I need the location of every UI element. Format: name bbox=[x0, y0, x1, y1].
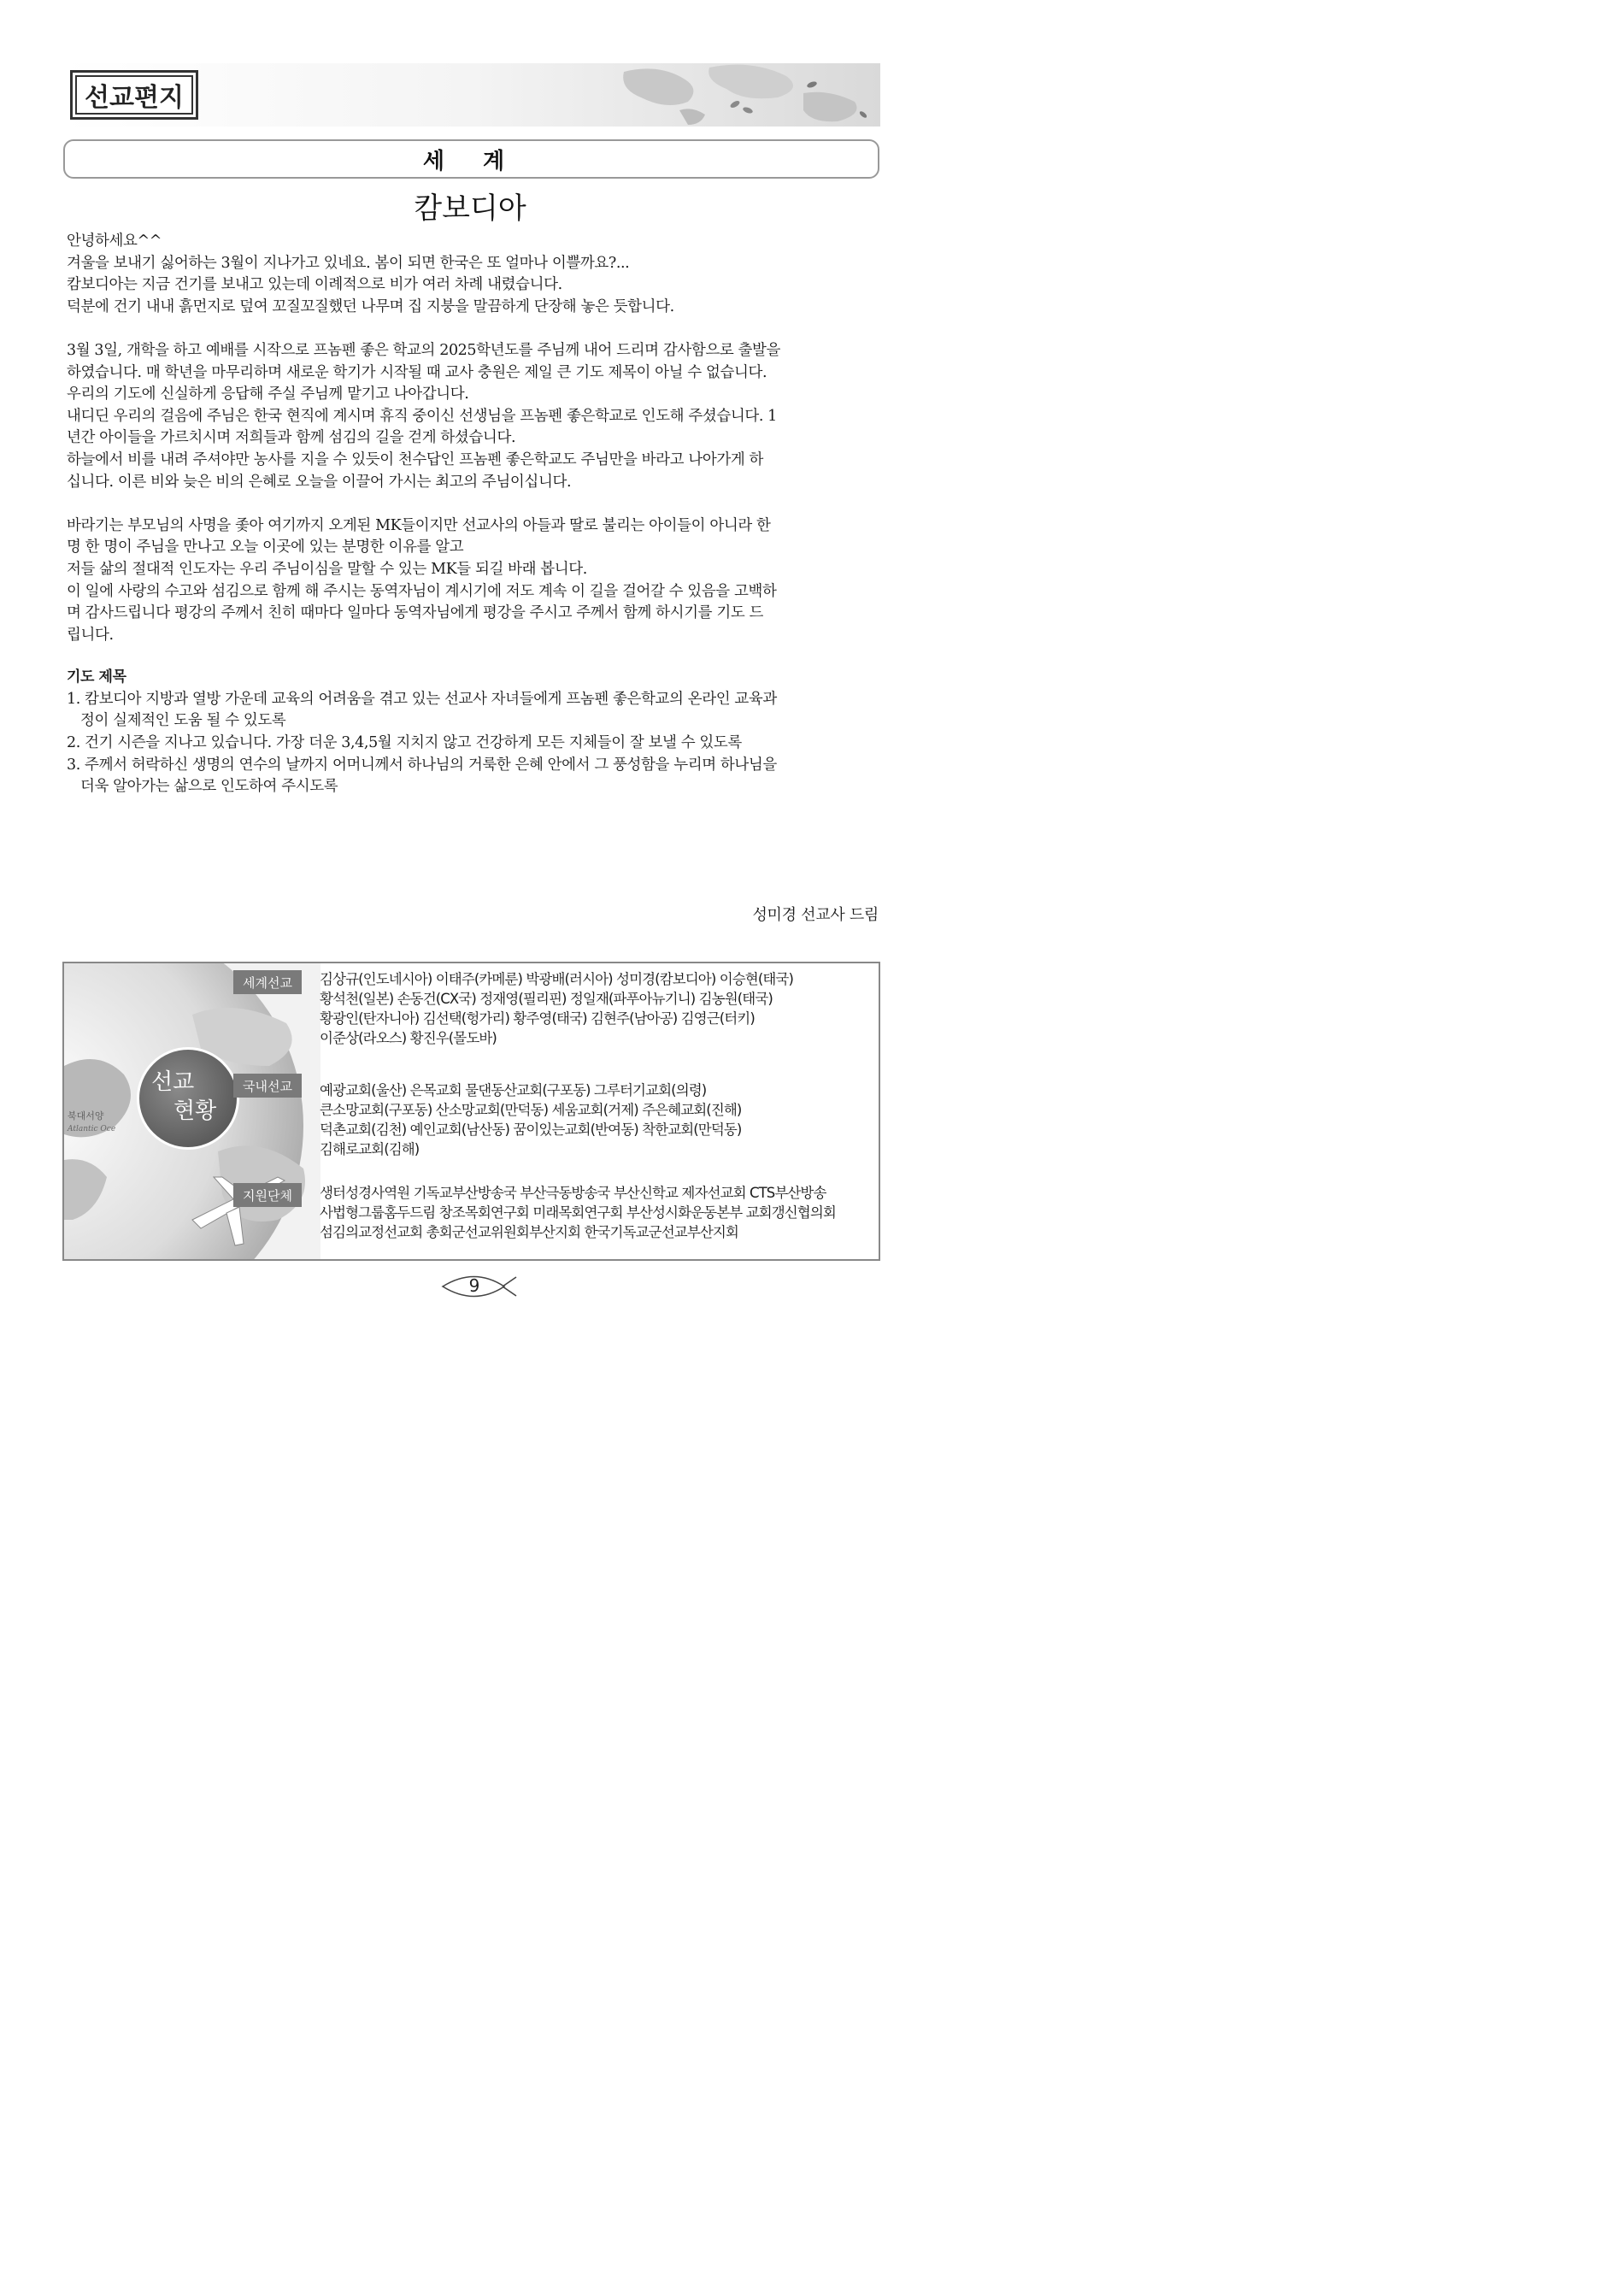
list-line: 섬김의교정선교회 총회군선교위원회부산지회 한국기독교군선교부산지회 bbox=[320, 1224, 738, 1240]
status-title-line1: 선교 bbox=[151, 1069, 195, 1095]
region-title: 세 계 bbox=[63, 139, 879, 179]
letter-line: 하였습니다. 매 학년을 마무리하며 새로운 학기가 시작될 때 교사 충원은 제일 큰 기도 제목이 아닐 수 없습니다. bbox=[67, 363, 767, 381]
letter-line: 우리의 기도에 신실하게 응답해 주실 주님께 맡기고 나아갑니다. bbox=[67, 386, 469, 403]
letter-line: 덕분에 건기 내내 흙먼지로 덮여 꼬질꼬질했던 나무며 집 지붕을 말끔하게 단장해 놓은 듯합니다. bbox=[67, 297, 674, 315]
category-label-support: 지원단체 bbox=[233, 1183, 302, 1207]
letter-line: 캄보디아는 지금 건기를 보내고 있는데 이례적으로 비가 여러 차례 내렸습니다. bbox=[67, 276, 562, 294]
list-line: 김해로교회(김해) bbox=[320, 1141, 420, 1157]
list-line: 황석천(일본) 손동건(CX국) 정재영(필리핀) 정일재(파푸아뉴기니) 김농원(태국) bbox=[320, 991, 773, 1007]
map-label-en: Atlantic Oce bbox=[68, 1125, 116, 1133]
signature: 성미경 선교사 드림 bbox=[752, 906, 879, 924]
prayer-line: 1. 캄보디아 지방과 열방 가운데 교육의 어려움을 겪고 있는 선교사 자녀들에게 프놈펜 좋은학교의 온라인 교육과 bbox=[67, 690, 777, 708]
page-number: 9 bbox=[468, 1275, 480, 1296]
page-number-badge bbox=[436, 1272, 521, 1301]
category-list-world bbox=[320, 969, 875, 1048]
list-line: 큰소망교회(구포동) 산소망교회(만덕동) 세움교회(거제) 주은혜교회(진해) bbox=[320, 1102, 742, 1118]
prayer-line: 2. 건기 시즌을 지나고 있습니다. 가장 더운 3,4,5월 지치지 않고 건강하게 모든 지체들이 잘 보낼 수 있도록 bbox=[67, 734, 742, 752]
prayer-title: 기도 제목 bbox=[67, 668, 126, 686]
category-list-domestic bbox=[320, 1080, 875, 1159]
letter-line: 겨울을 보내기 싫어하는 3월이 지나가고 있네요. 봄이 되면 한국은 또 얼마나 이쁠까요?... bbox=[67, 254, 630, 272]
letter-line: 립니다. bbox=[67, 626, 114, 644]
letter-line: 저들 삶의 절대적 인도자는 우리 주님이심을 말할 수 있는 MK들 되길 바래 봅니다. bbox=[67, 560, 587, 578]
prayer-item bbox=[67, 733, 883, 755]
letter-line: 이 일에 사랑의 수고와 섬김으로 함께 해 주시는 동역자님이 계시기에 저도 계속 이 길을 걸어갈 수 있음을 고백하 bbox=[67, 582, 777, 600]
letter-line: 명 한 명이 주님을 만나고 오늘 이곳에 있는 분명한 이유를 알고 bbox=[67, 539, 464, 556]
letter-line: 3월 3일, 개학을 하고 예배를 시작으로 프놈펜 좋은 학교의 2025학년도를 주님께 내어 드리며 감사함으로 출발을 bbox=[67, 341, 781, 359]
map-label: 북대서양 bbox=[68, 1110, 104, 1122]
letter-line: 바라기는 부모님의 사명을 좇아 여기까지 오게된 MK들이지만 선교사의 아들과 딸로 불리는 아이들이 아니라 한 bbox=[67, 516, 771, 534]
list-line: 황광인(탄자니아) 김선택(헝가리) 황주영(태국) 김현주(남아공) 김영근(터키) bbox=[320, 1010, 755, 1027]
prayer-line-cont: 더욱 알아가는 삶으로 인도하여 주시도록 bbox=[80, 778, 338, 796]
section-label-text: 선교편지 bbox=[75, 75, 193, 115]
list-line: 이준상(라오스) 황진우(몰도바) bbox=[320, 1030, 497, 1046]
category-label-domestic: 국내선교 bbox=[233, 1074, 302, 1098]
letter-line: 안녕하세요^^ bbox=[67, 233, 162, 250]
prayer-line: 3. 주께서 허락하신 생명의 연수의 날까지 어머니께서 하나님의 거룩한 은혜 안에서 그 풍성함을 누리며 하나님을 bbox=[67, 756, 777, 774]
status-title-badge bbox=[137, 1047, 239, 1150]
letter-line: 내디딘 우리의 걸음에 주님은 한국 현직에 계시며 휴직 중이신 선생님을 프놈펜 좋은학교로 인도해 주셨습니다. 1 bbox=[67, 407, 777, 425]
letter-line: 년간 아이들을 가르치시며 저희들과 함께 섬김의 길을 걷게 하셨습니다. bbox=[67, 429, 516, 447]
letter-line: 하늘에서 비를 내려 주셔야만 농사를 지을 수 있듯이 천수답인 프놈펜 좋은학교도 주님만을 바라고 나아가게 하 bbox=[67, 450, 764, 468]
country-title: 캄보디아 bbox=[414, 191, 526, 226]
prayer-item bbox=[67, 689, 883, 733]
list-line: 예광교회(울산) 은목교회 물댄동산교회(구포동) 그루터기교회(의령) bbox=[320, 1082, 707, 1098]
category-list-support bbox=[320, 1183, 875, 1242]
letter-body bbox=[67, 231, 883, 798]
list-line: 김상규(인도네시아) 이태주(카메룬) 박광배(러시아) 성미경(캄보디아) 이승현(태국) bbox=[320, 971, 794, 987]
list-line: 생터성경사역원 기독교부산방송국 부산극동방송국 부산신학교 제자선교회 CTS부산방송 bbox=[320, 1185, 826, 1201]
list-line: 사법형그룹홈두드림 창조목회연구회 미래목회연구회 부산성시화운동본부 교회갱신협의회 bbox=[320, 1204, 836, 1221]
world-map-decoration bbox=[607, 63, 880, 127]
status-title-line2: 현황 bbox=[173, 1098, 217, 1124]
list-line: 덕촌교회(김천) 예인교회(남산동) 꿈이있는교회(반여동) 착한교회(만덕동) bbox=[320, 1122, 742, 1138]
category-label-world: 세계선교 bbox=[233, 970, 302, 994]
letter-line: 며 감사드립니다 평강의 주께서 친히 때마다 일마다 동역자님에게 평강을 주시고 주께서 함께 하시기를 기도 드 bbox=[67, 604, 764, 622]
letter-line: 십니다. 이른 비와 늦은 비의 은혜로 오늘을 이끌어 가시는 최고의 주님이십니다. bbox=[67, 473, 572, 491]
prayer-line-cont: 정이 실제적인 도움 될 수 있도록 bbox=[80, 712, 286, 730]
prayer-item bbox=[67, 755, 883, 798]
section-label bbox=[70, 70, 198, 120]
